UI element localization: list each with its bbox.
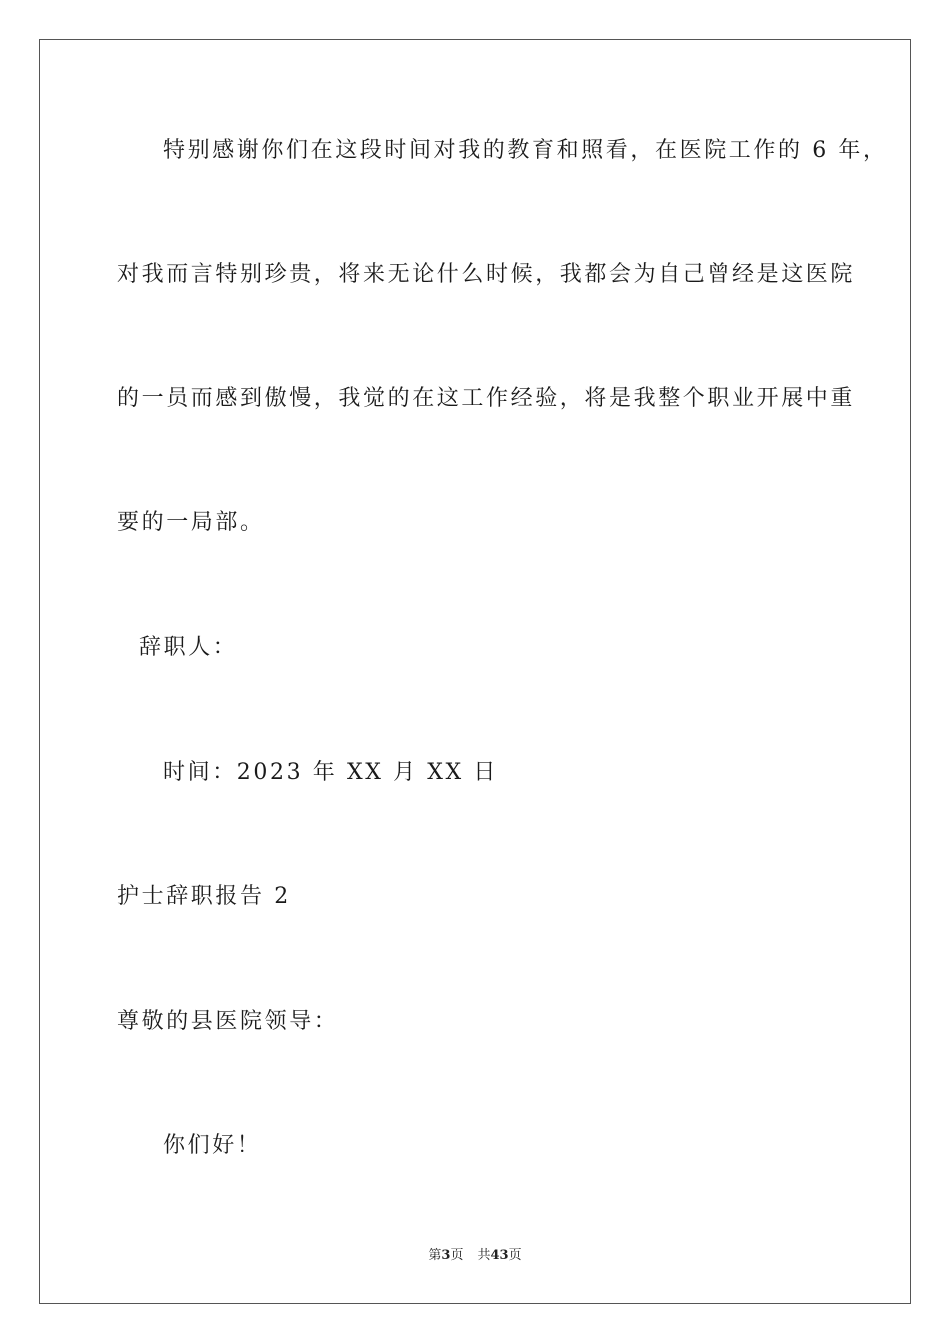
page-footer (0, 1247, 950, 1265)
body-line-3: 的一员而感到傲慢，我觉的在这工作经验，将是我整个职业开展中重 (117, 386, 856, 411)
greeting: 你们好！ (163, 1133, 262, 1158)
salutation: 尊敬的县医院领导： (117, 1009, 339, 1034)
resigner-label: 辞职人： (139, 635, 238, 660)
body-line-4: 要的一局部。 (117, 510, 265, 535)
page-suffix: 页 (450, 1248, 464, 1263)
page-prefix: 第 (428, 1248, 442, 1263)
total-suffix: 页 (508, 1248, 522, 1263)
total-prefix: 共 (477, 1248, 491, 1263)
page-frame (39, 39, 911, 1304)
page-number: 3 (441, 1248, 451, 1263)
body-line-2: 对我而言特别珍贵，将来无论什么时候，我都会为自己曾经是这医院 (117, 262, 856, 287)
body-line-1: 特别感谢你们在这段时间对我的教育和照看，在医院工作的 6 年， (163, 138, 888, 163)
total-pages: 43 (490, 1248, 509, 1263)
date-line: 时间：2023 年 XX 月 XX 日 (163, 760, 499, 785)
section-heading: 护士辞职报告 2 (117, 884, 291, 909)
